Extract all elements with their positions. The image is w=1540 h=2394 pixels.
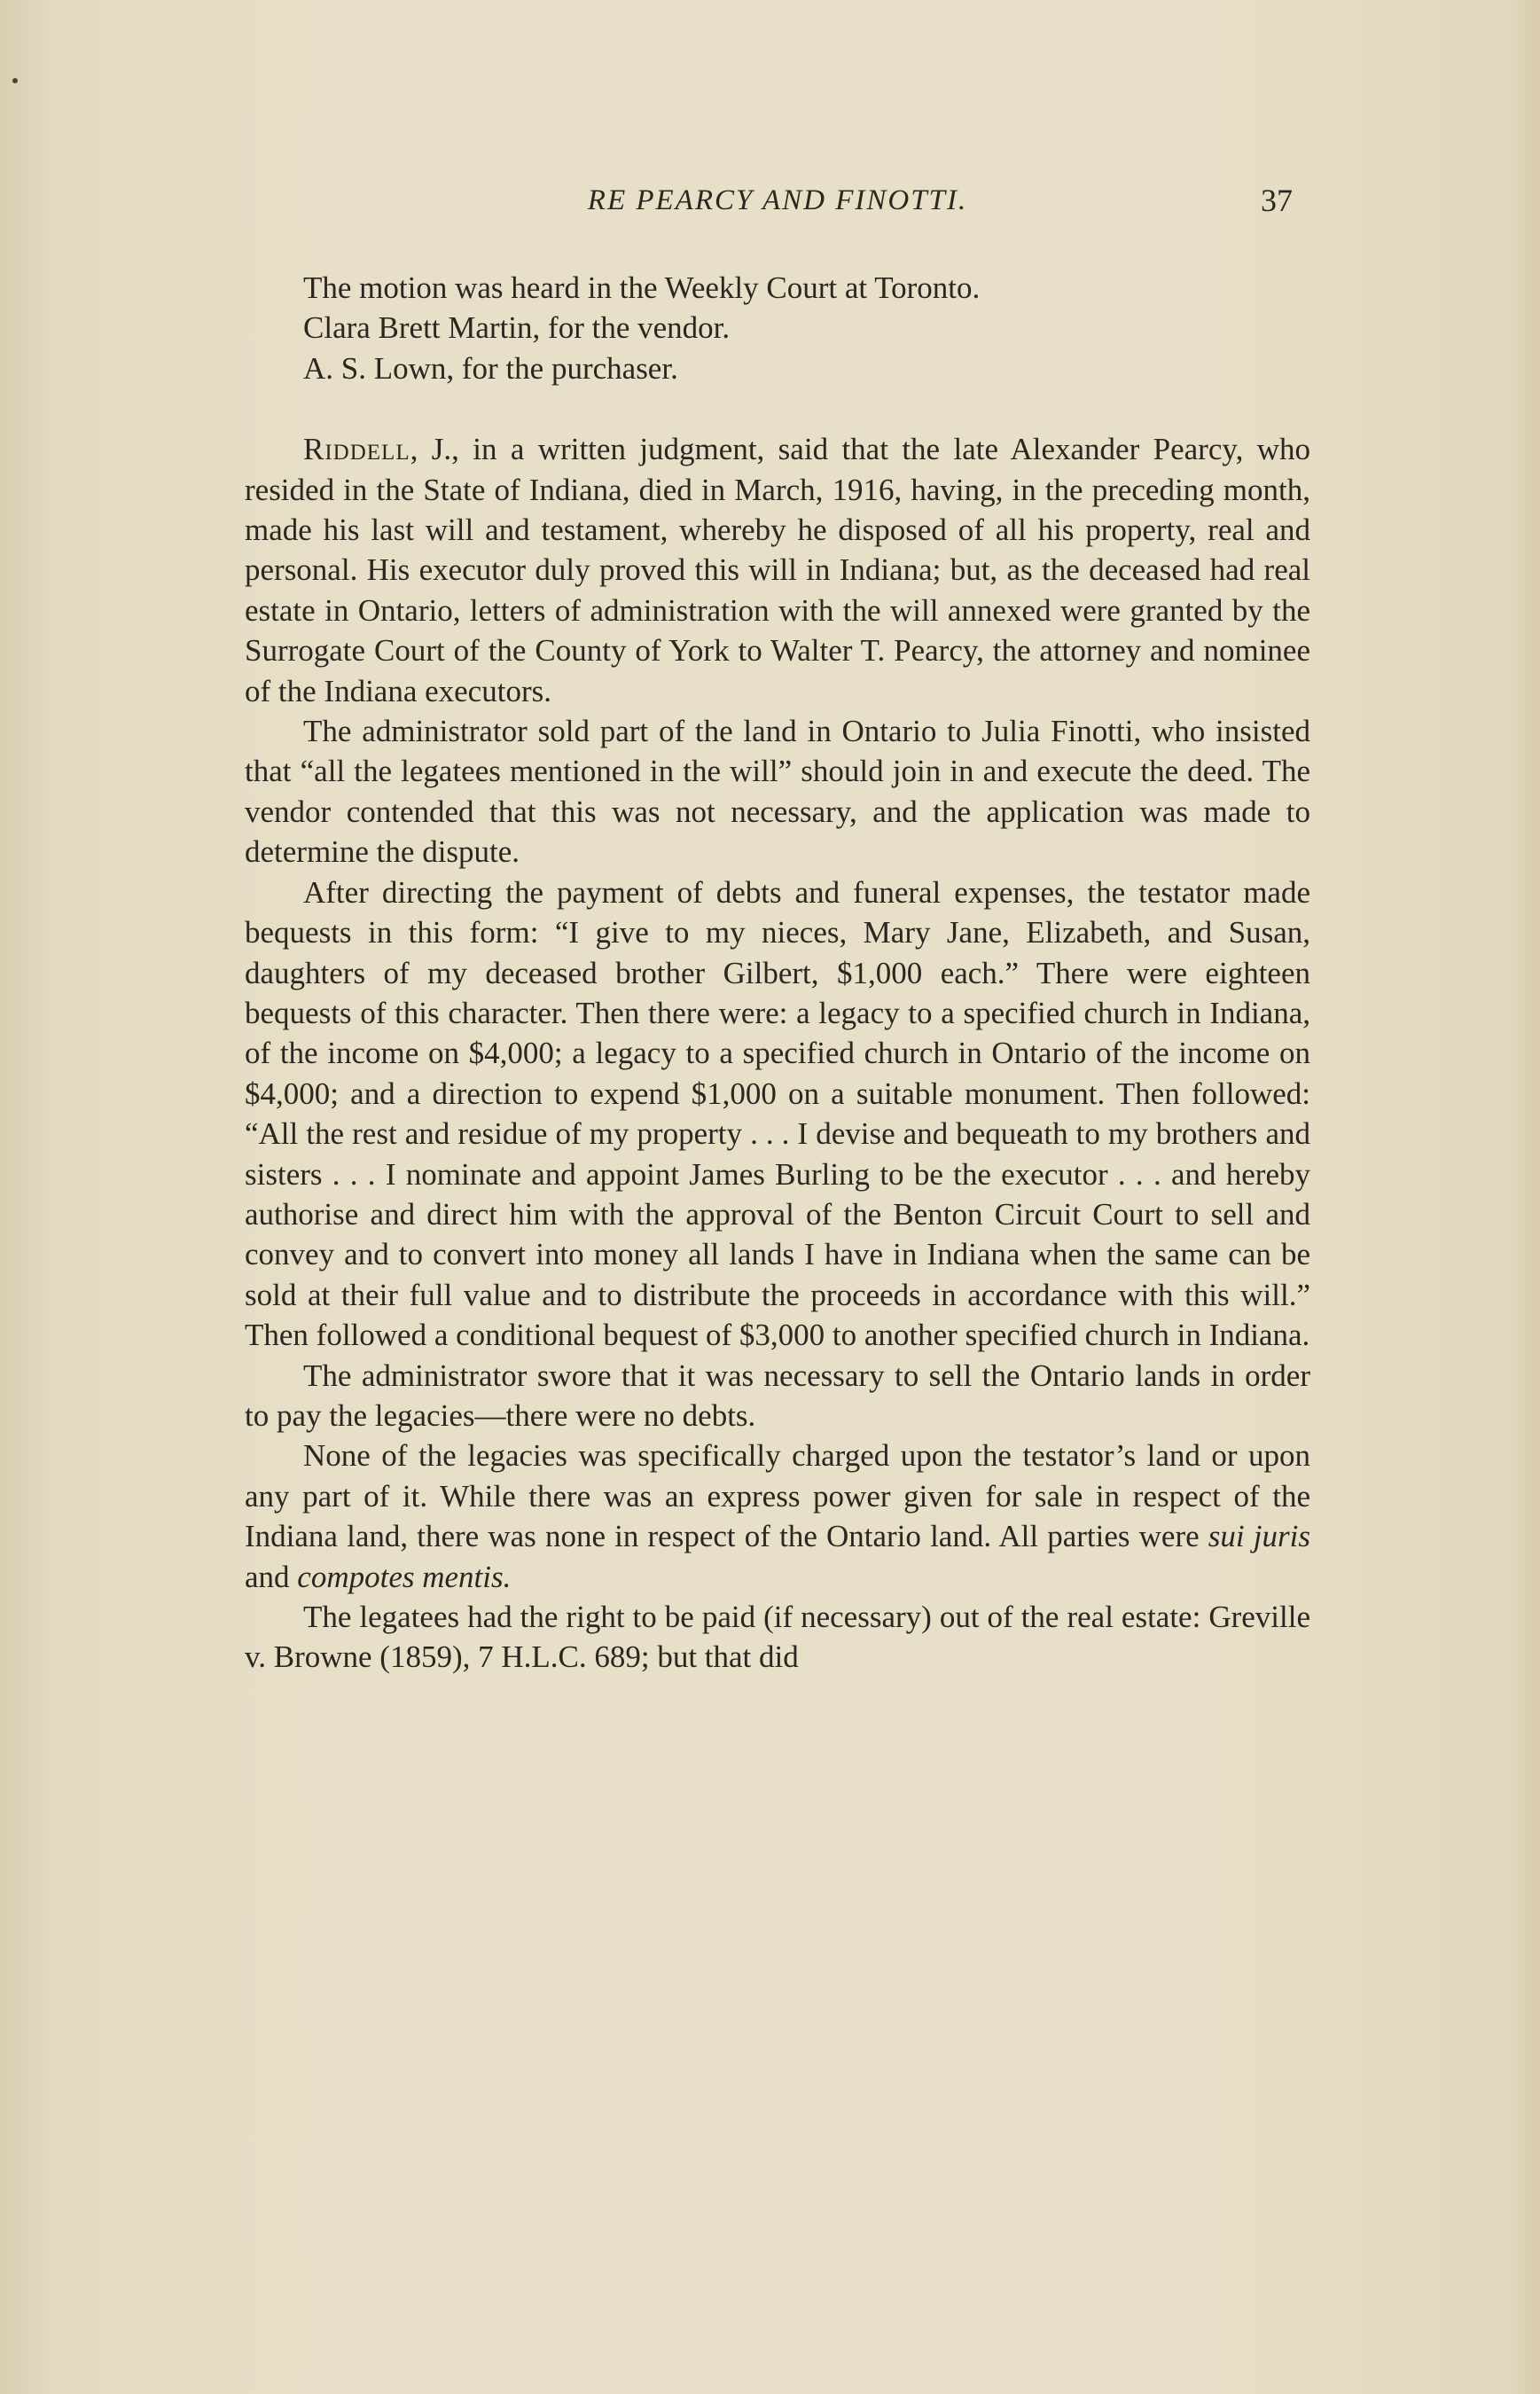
- judgment-paragraph-5-text: None of the legacies was specifically charged upon the testator’s land or upon any part of it. While there was an express power given for sale in respect of the Indiana land, there was none in respect of the Ontario land. All parties were: [245, 1438, 1310, 1554]
- conjunction-and: and: [245, 1559, 298, 1594]
- judgment-paragraph-2: The administrator sold part of the land in Ontario to Julia Finotti, who insisted that “all the legatees mentioned in the will” should join in and execute the deed. The vendor contended that this was not necessary, and the application was made to determine the dispute.: [245, 714, 1310, 870]
- judgment-paragraph-1-text: , J., in a written judgment, said that the late Alexander Pearcy, who resided in the State of Indiana, died in March, 1916, having, in the preceding month, made his last will and testament, whereby he disposed of all his property, real and personal. His executor duly proved this will in Indiana; but, as the deceased had real estate in Ontario, letters of administration with the will annexed were granted by the Surrogate Court of the County of York to Walter T. Pearcy, the attorney and nominee of the Indiana executors.: [245, 432, 1310, 708]
- counsel-line-motion: The motion was heard in the Weekly Court at Toronto.: [303, 270, 981, 305]
- page-number: 37: [1261, 183, 1293, 218]
- judgment-paragraph-4: The administrator swore that it was necessary to sell the Ontario lands in order to pay the legacies—there were no debts.: [245, 1357, 1310, 1433]
- page-edge-speck: [12, 78, 18, 83]
- body-text: [245, 268, 1310, 1678]
- judgment-paragraph-5: [245, 1436, 1310, 1597]
- latin-term-compotes-mentis: compotes mentis.: [297, 1559, 512, 1594]
- judge-name: Riddell: [303, 432, 410, 467]
- page-header: [245, 177, 1310, 223]
- judgment-paragraph-6: The legatees had the right to be paid (if necessary) out of the real estate: Greville v. Browne (1859), 7 H.L.C. 689; but that did: [245, 1600, 1310, 1675]
- judgment-paragraph-3: After directing the payment of debts and funeral expenses, the testator made bequests in this form: “I give to my nieces, Mary Jane, Elizabeth, and Susan, daughters of my deceased brother Gilbert, $1,000 each.” There were eighteen bequests of this character. Then there were: a legacy to a specified church in Indiana, of the income on $4,000; a legacy to a specified church in Ontario of the income on $4,000; and a direction to expend $1,000 on a suitable monument. Then followed: “All the rest and residue of my property . . . I devise and bequeath to my brothers and sisters . . . I nominate and appoint James Burling to be the executor . . . and hereby authorise and direct him with the approval of the Benton Circuit Court to sell and convey and to convert into money all lands I have in Indiana when the same can be sold at their full value and to distribute the proceeds in accordance with this will.” Then followed a conditional bequest of $3,000 to another specified church in Indiana.: [245, 874, 1310, 1353]
- counsel-line-vendor: Clara Brett Martin, for the vendor.: [303, 310, 731, 346]
- judgment-paragraph-1: [245, 429, 1310, 711]
- running-title: RE PEARCY AND FINOTTI.: [587, 184, 968, 216]
- latin-term-sui-juris: sui juris: [1208, 1519, 1310, 1554]
- counsel-line-purchaser: A. S. Lown, for the purchaser.: [303, 350, 678, 386]
